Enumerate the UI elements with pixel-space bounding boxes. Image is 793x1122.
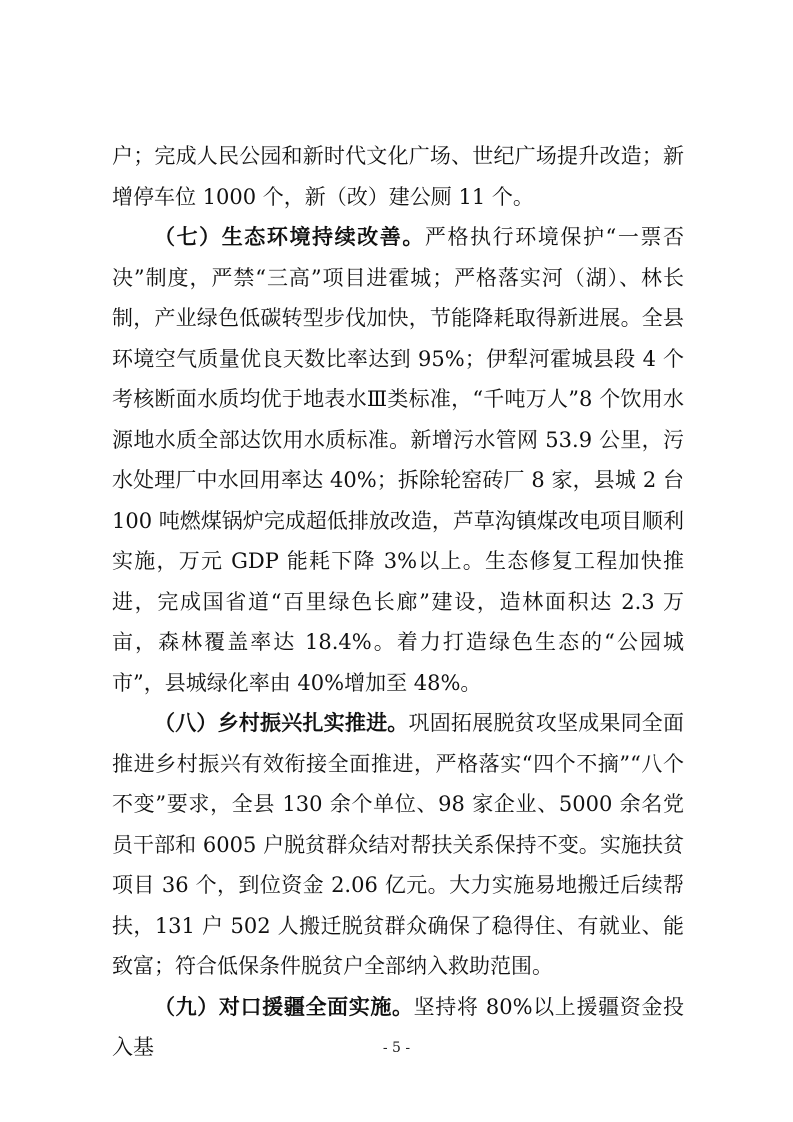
section-heading-ecology: （七）生态环境持续改善。 [154,225,425,249]
paragraph-text: 坚持将 80%以上援疆资金投入基 [112,994,684,1059]
paragraph-text: 严格执行环境保护“一票否决”制度，严禁“三高”项目进霍城；严格落实河（湖）、林长制，产业绿色低碳转型步伐加快，节能降耗取得新进展。全县环境空气质量优良天数比率达到 95%；伊犁河霍城县段 4 个考核断面水质均优于地表水Ⅲ类标准，“千吨万人”8 个饮用水源地水质全部达饮用水质标准。新增污水管网 53.9 公里，污水处理厂中水回用率达 40%；拆除轮窑砖厂 8 家，县城 2 台 100 吨燃煤锅炉完成超低排放改造，芦草沟镇煤改电项目顺利实施，万元 GDP 能耗下降 3%以上。生态修复工程加快推进，完成国省道“百里绿色长廊”建设，造林面积达 2.3 万亩，森林覆盖率达 18.4%。着力打造绿色生态的“公园城市”，县城绿化率由 40%增加至 48%。 [112,225,684,695]
paragraph-text: 户；完成人民公园和新时代文化广场、世纪广场提升改造；新增停车位 1000 个，新（改）建公厕 11 个。 [112,144,684,209]
paragraph-rural-revitalization [112,703,684,987]
paragraph-text: 巩固拓展脱贫攻坚成果同全面推进乡村振兴有效衔接全面推进，严格落实“四个不摘”“八个不变”要求，全县 130 余个单位、98 家企业、5000 余名党员干部和 6005 户脱贫群众结对帮扶关系保持不变。实施扶贫项目 36 个，到位资金 2.06 亿元。大力实施易地搬迁后续帮扶，131 户 502 人搬迁脱贫群众确保了稳得住、有就业、能致富；符合低保条件脱贫户全部纳入救助范围。 [112,711,684,978]
paragraph-ecology [112,217,684,703]
section-heading-xinjiang-aid: （九）对口援疆全面实施。 [154,994,414,1019]
page-number: - 5 - [382,1040,411,1056]
section-heading-rural-revitalization: （八）乡村振兴扎实推进。 [154,711,409,735]
paragraph-continuation [112,136,684,217]
document-body [112,136,684,1068]
